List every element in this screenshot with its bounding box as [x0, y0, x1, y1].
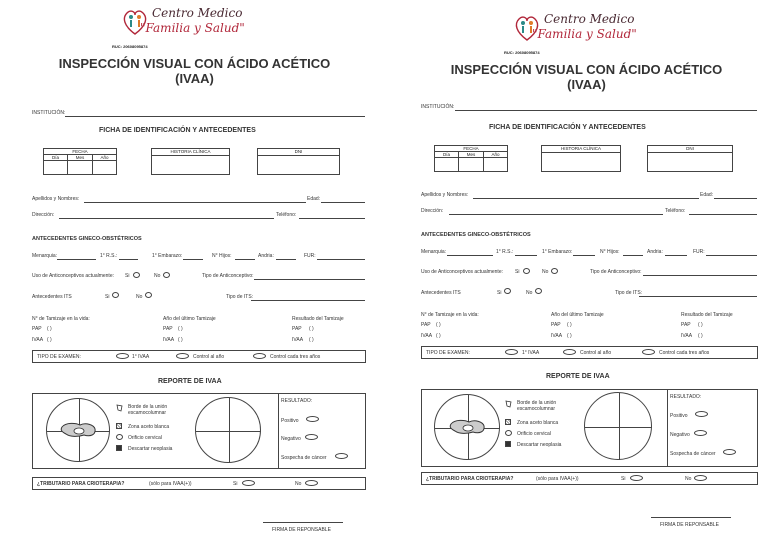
examen-control-anio-radio[interactable]	[563, 349, 576, 355]
fur-field[interactable]	[706, 255, 757, 256]
menarquia-field[interactable]	[447, 255, 493, 256]
its-si-radio[interactable]	[504, 288, 511, 294]
edad-field[interactable]	[321, 202, 365, 203]
examen-control-tres-radio[interactable]	[253, 353, 266, 359]
logo-text-line1: Centro Medico	[544, 12, 635, 26]
telefono-label: Teléfono:	[276, 212, 297, 218]
tipo-anticonceptivo-field[interactable]	[643, 275, 757, 276]
leyenda-zona-aceto: Zona aceto blanca	[128, 424, 170, 430]
page-subtitle: (IVAA)	[567, 77, 606, 92]
firma-label: FIRMA DE REPONSABLE	[272, 527, 331, 533]
ivaa-label: IVAA	[292, 337, 304, 343]
tipo-anticonceptivo-label: Tipo de Anticonceptivo:	[202, 273, 254, 279]
rs-label: 1° R.S.:	[496, 249, 514, 255]
ivaa-anio-field[interactable]: ( )	[178, 337, 183, 343]
leyenda-borde-2: escamocolumnar	[517, 406, 556, 412]
tipo-its-label: Tipo de ITS:	[226, 294, 254, 300]
andria-field[interactable]	[665, 255, 687, 256]
leyenda-orificio: Orificio cervical	[517, 431, 551, 437]
its-no-radio[interactable]	[535, 288, 542, 294]
logo-text-line2: "Familia y Salud"	[532, 27, 637, 41]
historia-clinica-field[interactable]	[541, 152, 621, 172]
tamizaje-anio-header: Año del último Tamizaje	[551, 312, 604, 318]
telefono-field[interactable]	[689, 214, 757, 215]
tamizaje-vida-header: N° de Tamizaje en la vida:	[421, 312, 479, 318]
andria-label: Andria:	[258, 253, 274, 259]
cervix-diagram-2[interactable]	[584, 392, 652, 460]
crioterapia-si-radio[interactable]	[630, 475, 643, 481]
its-no-label: No	[136, 294, 143, 300]
rs-field[interactable]	[515, 255, 537, 256]
crioterapia-si-label: Si	[233, 481, 238, 487]
form-page-left	[17, 0, 372, 543]
examen-1ivaa-radio[interactable]	[505, 349, 518, 355]
crioterapia-no-label: No	[685, 476, 692, 482]
cervix-diagram-2[interactable]	[195, 397, 261, 463]
anticonceptivos-si-label: Si	[515, 269, 520, 275]
its-no-label: No	[526, 290, 533, 296]
ficha-heading: FICHA DE IDENTIFICACIÓN Y ANTECEDENTES	[489, 124, 646, 131]
fur-field[interactable]	[317, 259, 365, 260]
institucion-label: INSTITUCIÓN:	[421, 104, 455, 110]
ruc-number: RUC: 20608095874	[112, 44, 148, 49]
pap-resultado-field[interactable]: ( )	[698, 322, 703, 328]
hijos-field[interactable]	[623, 255, 643, 256]
fecha-mes-header: Mes	[458, 151, 484, 158]
institucion-field[interactable]	[65, 116, 365, 117]
direccion-field[interactable]	[59, 218, 274, 219]
logo-text-line1: Centro Medico	[152, 6, 243, 20]
examen-control-anio-radio[interactable]	[176, 353, 189, 359]
sospecha-radio[interactable]	[723, 449, 736, 455]
its-si-label: Si	[497, 290, 502, 296]
firma-line[interactable]	[263, 522, 343, 523]
fecha-anio-header: Año	[92, 154, 117, 161]
zona-aceto-blanca-swatch	[116, 423, 122, 429]
crioterapia-no-radio[interactable]	[694, 475, 707, 481]
rs-field[interactable]	[119, 259, 138, 260]
embarazo-label: 1° Embarazo:	[542, 249, 573, 255]
leyenda-orificio: Orificio cervical	[128, 435, 162, 441]
examen-control-tres-label: Control cada tres años	[659, 350, 710, 356]
ivaa-label: IVAA	[421, 333, 433, 339]
sospecha-label: Sospecha de cáncer	[670, 451, 716, 457]
cervix-diagram[interactable]	[46, 398, 110, 462]
ivaa-resultado-field[interactable]: ( )	[698, 333, 703, 339]
tipo-anticonceptivo-label: Tipo de Anticonceptivo:	[590, 269, 642, 275]
sospecha-label: Sospecha de cáncer	[281, 455, 327, 461]
pap-label: PAP	[551, 322, 561, 328]
positivo-radio[interactable]	[695, 411, 708, 417]
crioterapia-no-label: No	[295, 481, 302, 487]
pap-label: PAP	[292, 326, 302, 332]
sospecha-radio[interactable]	[335, 453, 348, 459]
tamizaje-resultado-header: Resultado del Tamizaje	[681, 312, 733, 318]
examen-control-tres-label: Control cada tres años	[270, 354, 321, 360]
tipo-its-label: Tipo de ITS:	[615, 290, 643, 296]
negativo-radio[interactable]	[305, 434, 318, 440]
tipo-anticonceptivo-field[interactable]	[254, 279, 365, 280]
orificio-cervical-icon	[505, 430, 512, 436]
edad-label: Edad:	[700, 192, 714, 198]
fecha-dia-field[interactable]	[434, 157, 459, 172]
crioterapia-no-radio[interactable]	[305, 480, 318, 486]
antecedentes-heading: ANTECEDENTES GINECO-OBSTÉTRICOS	[421, 232, 531, 238]
historia-clinica-field[interactable]	[151, 155, 230, 175]
clinic-logo	[504, 10, 654, 50]
edad-label: Edad:	[307, 196, 321, 202]
examen-1ivaa-label: 1° IVAA	[522, 350, 540, 356]
pap-label: PAP	[163, 326, 173, 332]
leyenda-neoplasia: Descartar neoplasia	[128, 446, 173, 452]
page-title: INSPECCIÓN VISUAL CON ÁCIDO ACÉTICO	[450, 62, 723, 77]
pap-anio-field[interactable]: ( )	[178, 326, 183, 332]
fecha-mes-header: Mes	[67, 154, 93, 161]
reporte-heading: REPORTE DE IVAA	[546, 373, 610, 380]
pap-vida-field[interactable]: ( )	[47, 326, 52, 332]
fecha-mes-field[interactable]	[458, 157, 484, 172]
pap-label: PAP	[32, 326, 42, 332]
positivo-radio[interactable]	[306, 416, 319, 422]
crioterapia-si-label: Si	[621, 476, 626, 482]
cervix-zone-icon	[60, 421, 98, 439]
resultado-label: RESULTADO:	[281, 398, 313, 404]
dni-header: DNI	[647, 145, 733, 153]
crioterapia-note: (sólo para IVAA(+))	[536, 476, 579, 482]
apellidos-field[interactable]	[84, 202, 306, 203]
leyenda-neoplasia: Descartar neoplasia	[517, 442, 562, 448]
ivaa-resultado-field[interactable]: ( )	[309, 337, 314, 343]
tipo-examen-label: TIPO DE EXAMEN:	[426, 350, 470, 356]
andria-field[interactable]	[276, 259, 296, 260]
hijos-field[interactable]	[235, 259, 255, 260]
pap-label: PAP	[421, 322, 431, 328]
andria-label: Andria:	[647, 249, 663, 255]
cervix-zone-icon	[449, 418, 487, 436]
page-subtitle: (IVAA)	[175, 71, 214, 86]
borde-union-icon	[116, 404, 123, 412]
antecedentes-heading: ANTECEDENTES GINECO-OBSTÉTRICOS	[32, 236, 142, 242]
examen-control-anio-label: Control al año	[580, 350, 612, 356]
ivaa-label: IVAA	[681, 333, 693, 339]
pap-vida-field[interactable]: ( )	[436, 322, 441, 328]
orificio-cervical-icon	[116, 434, 123, 440]
firma-label: FIRMA DE REPONSABLE	[660, 522, 719, 528]
anticonceptivos-si-label: Si	[125, 273, 130, 279]
logo-text-line2: "Familia y Salud"	[140, 21, 245, 35]
institucion-field[interactable]	[455, 110, 757, 111]
anticonceptivos-si-radio[interactable]	[133, 272, 140, 278]
fecha-header: FECHA	[434, 145, 508, 152]
zona-aceto-blanca-swatch	[505, 419, 511, 425]
negativo-label: Negativo	[670, 432, 690, 438]
crioterapia-label: ¿TRIBUTARIO PARA CRIOTERAPIA?	[426, 476, 514, 482]
clinic-logo	[112, 4, 262, 44]
crioterapia-label: ¿TRIBUTARIO PARA CRIOTERAPIA?	[37, 481, 125, 487]
fecha-anio-field[interactable]	[483, 157, 508, 172]
fecha-dia-field[interactable]	[43, 160, 68, 175]
negativo-radio[interactable]	[694, 430, 707, 436]
dni-field[interactable]	[257, 155, 340, 175]
page-title: INSPECCIÓN VISUAL CON ÁCIDO ACÉTICO	[58, 56, 331, 71]
hijos-label: N° Hijos:	[212, 253, 232, 259]
leyenda-zona-aceto: Zona aceto blanca	[517, 420, 559, 426]
telefono-field[interactable]	[299, 218, 365, 219]
descartar-neoplasia-swatch	[116, 445, 122, 451]
dni-field[interactable]	[647, 152, 733, 172]
leyenda-borde: Borde de la unión	[128, 404, 168, 410]
crioterapia-note: (sólo para IVAA(+))	[149, 481, 192, 487]
cervix-diagram[interactable]	[434, 394, 500, 460]
menarquia-label: Menarquia:	[32, 253, 58, 259]
historia-clinica-header: HISTORIA CLÍNICA	[151, 148, 230, 156]
tipo-examen-label: TIPO DE EXAMEN:	[37, 354, 81, 360]
direccion-field[interactable]	[449, 214, 663, 215]
examen-control-tres-radio[interactable]	[642, 349, 655, 355]
fur-label: FUR:	[693, 249, 705, 255]
tamizaje-vida-header: N° de Tamizaje en la vida:	[32, 316, 90, 322]
fecha-anio-header: Año	[483, 151, 508, 158]
menarquia-label: Menarquia:	[421, 249, 447, 255]
ivaa-label: IVAA	[32, 337, 44, 343]
embarazo-field[interactable]	[573, 255, 595, 256]
crioterapia-si-radio[interactable]	[242, 480, 255, 486]
its-si-label: Si	[105, 294, 110, 300]
fecha-header: FECHA	[43, 148, 117, 155]
borde-union-icon	[505, 400, 512, 408]
positivo-label: Positivo	[670, 413, 688, 419]
apellidos-label: Apellidos y Nombres:	[421, 192, 469, 198]
its-no-radio[interactable]	[145, 292, 152, 298]
pap-label: PAP	[681, 322, 691, 328]
examen-1ivaa-label: 1° IVAA	[132, 354, 150, 360]
its-label: Antecedentes ITS	[421, 290, 461, 296]
negativo-label: Negativo	[281, 436, 301, 442]
fecha-dia-header: Día	[434, 151, 459, 158]
dni-header: DNI	[257, 148, 340, 156]
resultado-label: RESULTADO:	[670, 394, 702, 400]
fur-label: FUR:	[304, 253, 316, 259]
apellidos-label: Apellidos y Nombres:	[32, 196, 80, 202]
ruc-number: RUC: 20608095874	[504, 50, 540, 55]
fecha-anio-field[interactable]	[92, 160, 117, 175]
anticonceptivos-label: Uso de Anticonceptivos actualmente:	[32, 273, 114, 279]
anticonceptivos-no-label: No	[154, 273, 161, 279]
tipo-its-field[interactable]	[639, 296, 757, 297]
anticonceptivos-no-radio[interactable]	[551, 268, 558, 274]
direccion-label: Dirección:	[421, 208, 444, 214]
positivo-label: Positivo	[281, 418, 299, 424]
telefono-label: Teléfono:	[665, 208, 686, 214]
historia-clinica-header: HISTORIA CLÍNICA	[541, 145, 621, 153]
examen-control-anio-label: Control al año	[193, 354, 225, 360]
tipo-its-field[interactable]	[251, 300, 365, 301]
tamizaje-anio-header: Año del último Tamizaje	[163, 316, 216, 322]
institucion-label: INSTITUCIÓN:	[32, 110, 66, 116]
embarazo-label: 1° Embarazo:	[152, 253, 183, 259]
descartar-neoplasia-swatch	[505, 441, 511, 447]
ivaa-vida-field[interactable]: ( )	[47, 337, 52, 343]
ivaa-vida-field[interactable]: ( )	[436, 333, 441, 339]
leyenda-borde-2: escamocolumnar	[128, 410, 167, 416]
its-si-radio[interactable]	[112, 292, 119, 298]
rs-label: 1° R.S.:	[100, 253, 118, 259]
fecha-mes-field[interactable]	[67, 160, 93, 175]
ivaa-label: IVAA	[551, 333, 563, 339]
pap-resultado-field[interactable]: ( )	[309, 326, 314, 332]
examen-1ivaa-radio[interactable]	[116, 353, 129, 359]
embarazo-field[interactable]	[183, 259, 203, 260]
anticonceptivos-label: Uso de Anticonceptivos actualmente:	[421, 269, 503, 275]
hijos-label: N° Hijos:	[600, 249, 620, 255]
fecha-dia-header: Día	[43, 154, 68, 161]
anticonceptivos-si-radio[interactable]	[523, 268, 530, 274]
tamizaje-resultado-header: Resultado del Tamizaje	[292, 316, 344, 322]
its-label: Antecedentes ITS	[32, 294, 72, 300]
form-page-right	[409, 6, 764, 543]
pap-anio-field[interactable]: ( )	[567, 322, 572, 328]
ivaa-anio-field[interactable]: ( )	[567, 333, 572, 339]
ivaa-label: IVAA	[163, 337, 175, 343]
menarquia-field[interactable]	[57, 259, 96, 260]
anticonceptivos-no-label: No	[542, 269, 549, 275]
ficha-heading: FICHA DE IDENTIFICACIÓN Y ANTECEDENTES	[99, 127, 256, 134]
direccion-label: Dirección:	[32, 212, 55, 218]
edad-field[interactable]	[714, 198, 757, 199]
apellidos-field[interactable]	[473, 198, 699, 199]
anticonceptivos-no-radio[interactable]	[163, 272, 170, 278]
leyenda-borde: Borde de la unión	[517, 400, 557, 406]
reporte-heading: REPORTE DE IVAA	[158, 378, 222, 385]
firma-line[interactable]	[651, 517, 731, 518]
